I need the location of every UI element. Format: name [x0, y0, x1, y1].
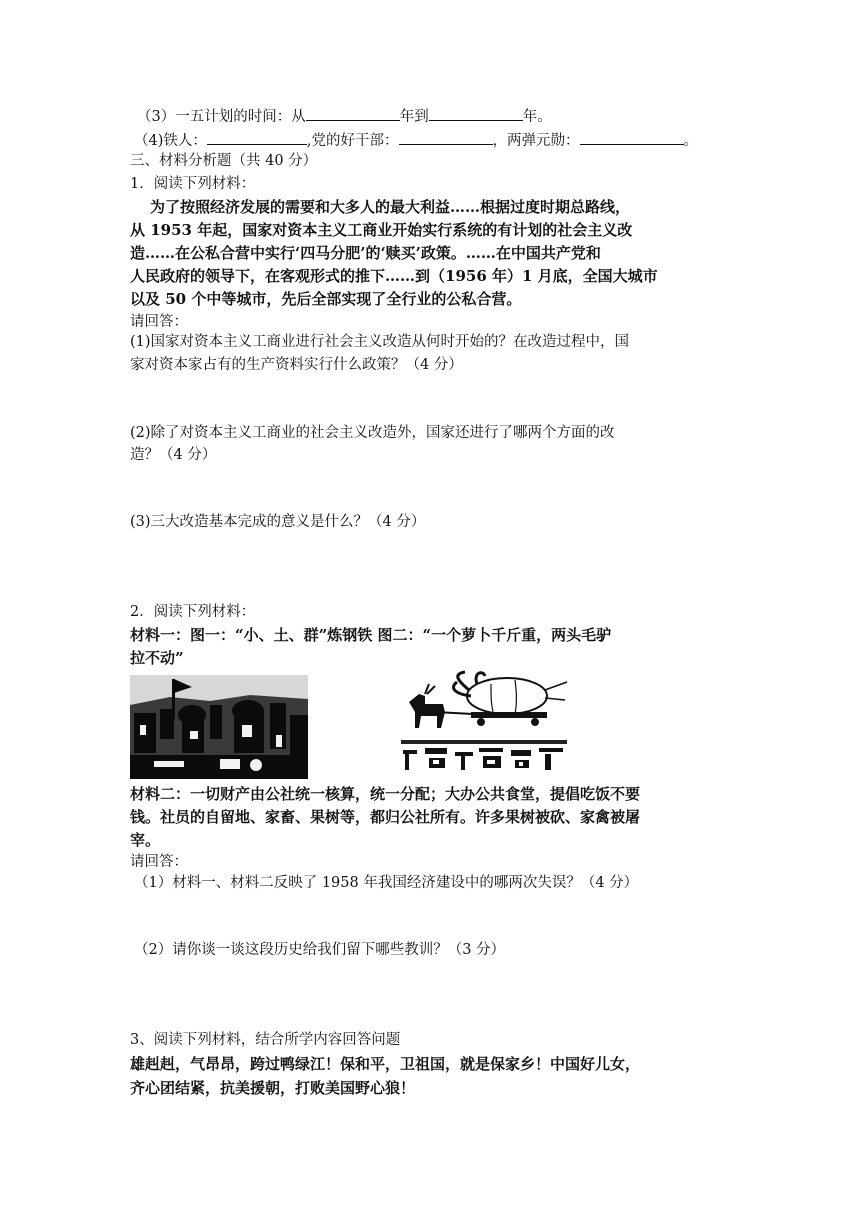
material2-m2-line: 宰。 — [130, 831, 161, 849]
material1-q1-line: 家对资本家占有的生产资料实行什么政策？（4 分） — [130, 357, 463, 373]
section-heading: 三、材料分析题（共 40 分） — [130, 153, 318, 169]
fill-q4-mid2: ，两弹元勋： — [492, 133, 580, 149]
material1-title: 1．阅读下列材料： — [130, 176, 256, 192]
fill-q4-mid1: ,党的好干部： — [306, 133, 399, 149]
material1-q3: (3)三大改造基本完成的意义是什么？（4 分） — [130, 514, 426, 530]
blank-end-year[interactable] — [429, 104, 523, 121]
material1-text-line: 为了按照经济发展的需要和大多人的最大利益……根据过度时期总路线， — [150, 198, 631, 216]
blank-two-bombs-hero[interactable] — [580, 128, 684, 145]
material1-text-line: 人民政府的领导下，在客观形式的推下……到（1956 年）1 月底，全国大城市 — [130, 267, 658, 285]
material3-title: 3、阅读下列材料，结合所学内容回答问题 — [130, 1032, 401, 1048]
blank-iron-man[interactable] — [207, 128, 307, 145]
material2-m2-line: 钱。社员的自留地、家畜、果树等，都归公社所有。许多果树被砍、家禽被屠 — [130, 808, 641, 826]
fill-q4-prefix: （4)铁人： — [134, 133, 207, 149]
fill-q3-end: 年。 — [522, 109, 552, 125]
material1-q2-line: 造？（4 分） — [130, 447, 217, 463]
fill-q3-mid: 年到 — [399, 109, 429, 125]
blank-start-year[interactable] — [306, 104, 400, 121]
material2-q1: （1）材料一、材料二反映了 1958 年我国经济建设中的哪两次失误？（4 分） — [134, 875, 639, 891]
material1-text-line: 从 1953 年起，国家对资本主义工商业开始实行系统的有计划的社会主义改 — [130, 221, 633, 239]
fill-q4-end: 。 — [683, 133, 698, 149]
material1-text-line: 以及 50 个中等城市，先后全部实现了全行业的公私合营。 — [130, 290, 522, 308]
material2-title: 2．阅读下列材料： — [130, 604, 256, 620]
steel-furnace-photo — [130, 675, 308, 779]
material2-m1-line: 拉不动” — [130, 649, 184, 667]
fill-q3 — [137, 104, 552, 128]
material2-q2: （2）请你谈一谈这段历史给我们留下哪些教训？（3 分） — [134, 942, 506, 958]
blank-good-cadre[interactable] — [399, 128, 493, 145]
fill-q4 — [134, 128, 698, 152]
material1-q1-line: (1)国家对资本主义工商业进行社会主义改造从何时开始的？在改造过程中，国 — [130, 334, 630, 350]
fill-q3-prefix: （3）一五计划的时间：从 — [137, 109, 306, 125]
material1-q2-line: (2)除了对资本主义工商业的社会主义改造外，国家还进行了哪两个方面的改 — [130, 425, 615, 441]
radish-cart-cartoon — [395, 668, 573, 780]
material1-ask: 请回答： — [130, 314, 188, 330]
material2-ask: 请回答： — [130, 854, 188, 870]
material2-m1-line: 材料一：图一：“小、土、群”炼钢铁 图二：“一个萝卜千斤重，两头毛驴 — [130, 626, 612, 644]
material3-text-line: 齐心团结紧，抗美援朝，打败美国野心狼！ — [130, 1079, 416, 1097]
material1-text-line: 造……在公私合营中实行‘四马分肥’的‘赎买’政策。……在中国共产党和 — [130, 244, 601, 262]
material2-m2-line: 材料二：一切财产由公社统一核算，统一分配；大办公共食堂，提倡吃饭不要 — [130, 785, 641, 803]
material3-text-line: 雄赳赳，气昂昂，跨过鸭绿江！保和平，卫祖国，就是保家乡！中国好儿女， — [130, 1055, 641, 1073]
